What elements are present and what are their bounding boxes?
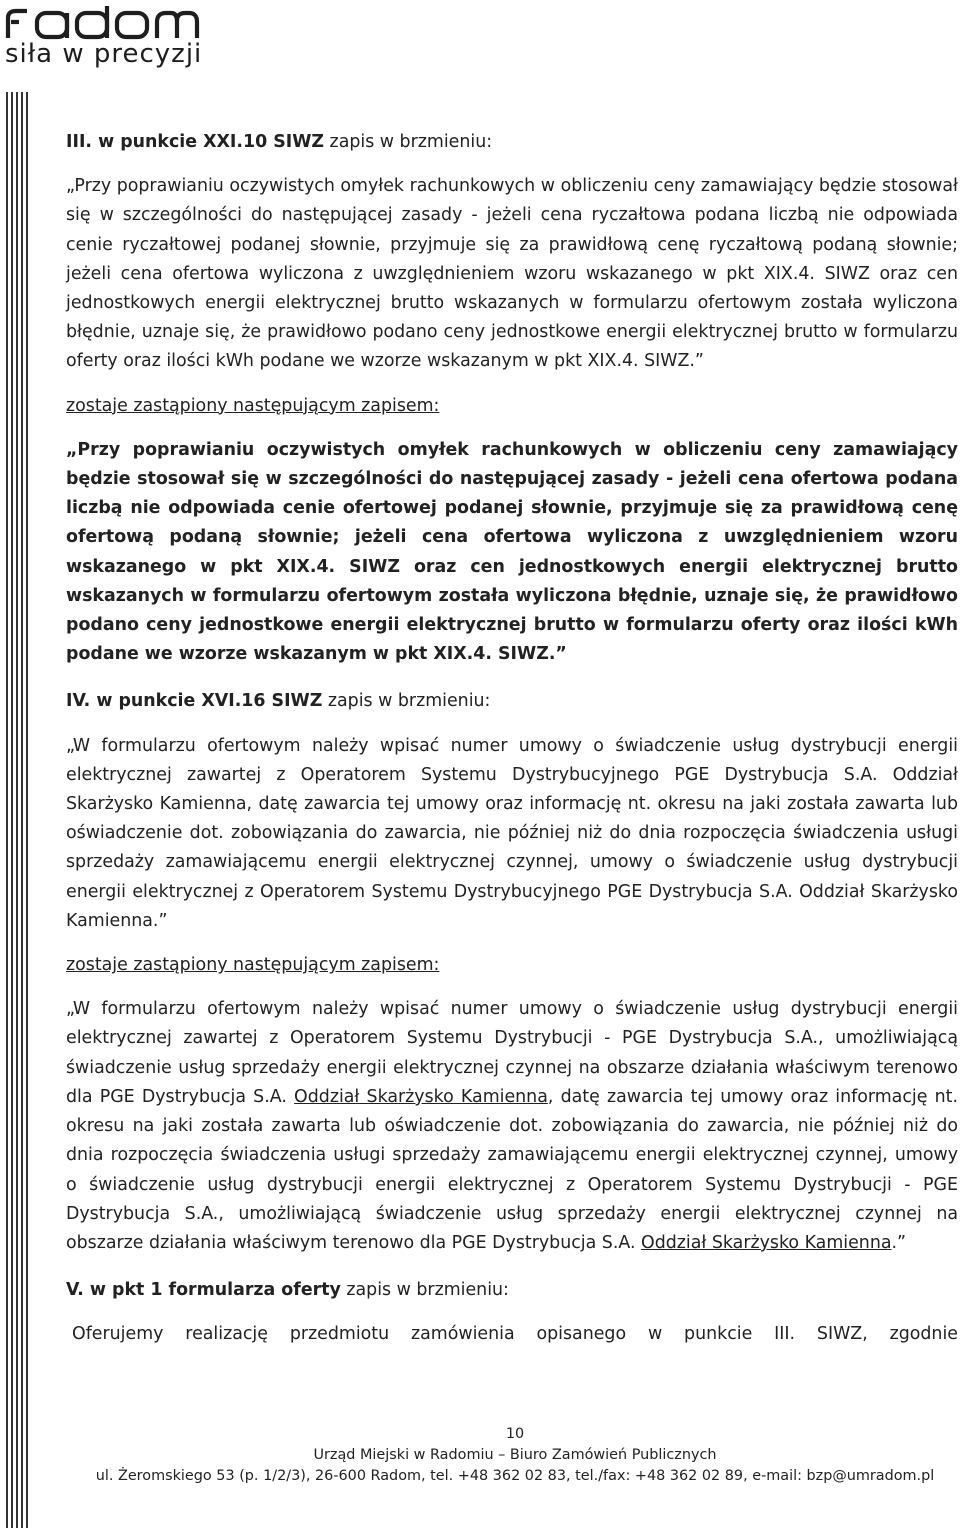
underlined-branch-name: Oddział Skarżysko Kamienna <box>294 1086 548 1107</box>
decorative-side-bars <box>6 92 28 1528</box>
page-footer <box>0 1424 960 1487</box>
section-3-new-text: „Przy poprawianiu oczywistych omyłek rachunkowych w obliczeniu ceny zamawiający będzie stosował się w szczególności do następującej zasady - jeżeli cena ofertowa podana liczbą nie odpowiada cenie ofertowej podanej słownie, przyjmuje się za prawidłową cenę ofertową podaną słownie; jeżeli cena ofertowa wyliczona z uwzględnieniem wzoru wskazanego w pkt XIX.4. SIWZ oraz cen jednostkowych energii elektrycznej brutto wskazanych w formularzu ofertowym została wyliczona błędnie, uznaje się, że prawidłowo podano ceny jednostkowe energii elektrycznej brutto w formularzu oferty oraz ilości kWh podane we wzorze wskazanym w pkt XIX.4. SIWZ.” <box>66 439 958 665</box>
document-body <box>66 128 958 1350</box>
footer-address: ul. Żeromskiego 53 (p. 1/2/3), 26-600 Radom, tel. +48 362 02 83, tel./fax: +48 362 02 89, e-mail: bzp@umradom.pl <box>95 1468 935 1484</box>
section-3-heading: III. w punkcie XXI.10 SIWZ zapis w brzmieniu: <box>66 132 493 152</box>
section-5-heading: V. w pkt 1 formularza oferty zapis w brzmieniu: <box>66 1280 509 1301</box>
underlined-branch-name: Oddział Skarżysko Kamienna <box>641 1232 892 1253</box>
section-3-replaced-label: zostaje zastąpiony następującym zapisem: <box>66 395 440 416</box>
radom-logo <box>5 4 205 70</box>
logo-tagline: siła w precyzji <box>5 39 203 69</box>
section-4-heading: IV. w punkcie XVI.16 SIWZ zapis w brzmieniu: <box>66 691 491 712</box>
section-4-replaced-label: zostaje zastąpiony następującym zapisem: <box>66 955 440 976</box>
radom-logo-wordmark <box>5 4 201 40</box>
page-number: 10 <box>505 1426 525 1442</box>
section-5-text: Oferujemy realizację przedmiotu zamówienia opisanego w punkcie III. SIWZ, zgodnie <box>72 1324 958 1345</box>
section-4-new-text: „W formularzu ofertowym należy wpisać numer umowy o świadczenie usług dystrybucji energii elektrycznej zawartej z Operatorem Systemu Dystrybucji - PGE Dystrybucja S.A., umożliwiającą świadczenie usług sprzedaży energii elektrycznej czynnej na obszarze działania właściwym terenowo dla PGE Dystrybucja S.A. Oddział Skarżysko Kamienna, datę zawarcia tej umowy oraz informację nt. okresu na jaki została zawarta lub oświadczenie dot. zobowiązania do zawarcia, nie później niż do dnia rozpoczęcia świadczenia usługi sprzedaży zamawiającemu energii elektrycznej czynnej, umowy o świadczenie usług dystrybucji energii elektrycznej z Operatorem Systemu Dystrybucji - PGE Dystrybucja S.A., umożliwiającą świadczenie usług sprzedaży energii elektrycznej czynnej na obszarze działania właściwym terenowo dla PGE Dystrybucja S.A. Oddział Skarżysko Kamienna.” <box>66 999 958 1253</box>
section-3-old-text: „Przy poprawianiu oczywistych omyłek rachunkowych w obliczeniu ceny zamawiający będzie stosował się w szczególności do następującej zasady - jeżeli cena ryczałtowa podana liczbą nie odpowiada cenie ryczałtowej podanej słownie, przyjmuje się za prawidłową cenę ryczałtową podaną słownie; jeżeli cena ofertowa wyliczona z uwzględnieniem wzoru wskazanego w pkt XIX.4. SIWZ oraz cen jednostkowych energii elektrycznej brutto wskazanych w formularzu ofertowym została wyliczona błędnie, uznaje się, że prawidłowo podano ceny jednostkowe energii elektrycznej brutto w formularzu oferty oraz ilości kWh podane we wzorze wskazanym w pkt XIX.4. SIWZ.” <box>66 176 958 372</box>
section-4-old-text: „W formularzu ofertowym należy wpisać numer umowy o świadczenie usług dystrybucji energii elektrycznej zawartej z Operatorem Systemu Dystrybucyjnego PGE Dystrybucja S.A. Oddział Skarżysko Kamienna, datę zawarcia tej umowy oraz informację nt. okresu na jaki została zawarta lub oświadczenie dot. zobowiązania do zawarcia, nie później niż do dnia rozpoczęcia świadczenia usługi sprzedaży zamawiającemu energii elektrycznej czynnej, umowy o świadczenie usług dystrybucji energii elektrycznej z Operatorem Systemu Dystrybucyjnego PGE Dystrybucja S.A. Oddział Skarżysko Kamienna.” <box>66 735 958 931</box>
footer-office: Urząd Miejski w Radomiu – Biuro Zamówień Publicznych <box>313 1447 717 1463</box>
